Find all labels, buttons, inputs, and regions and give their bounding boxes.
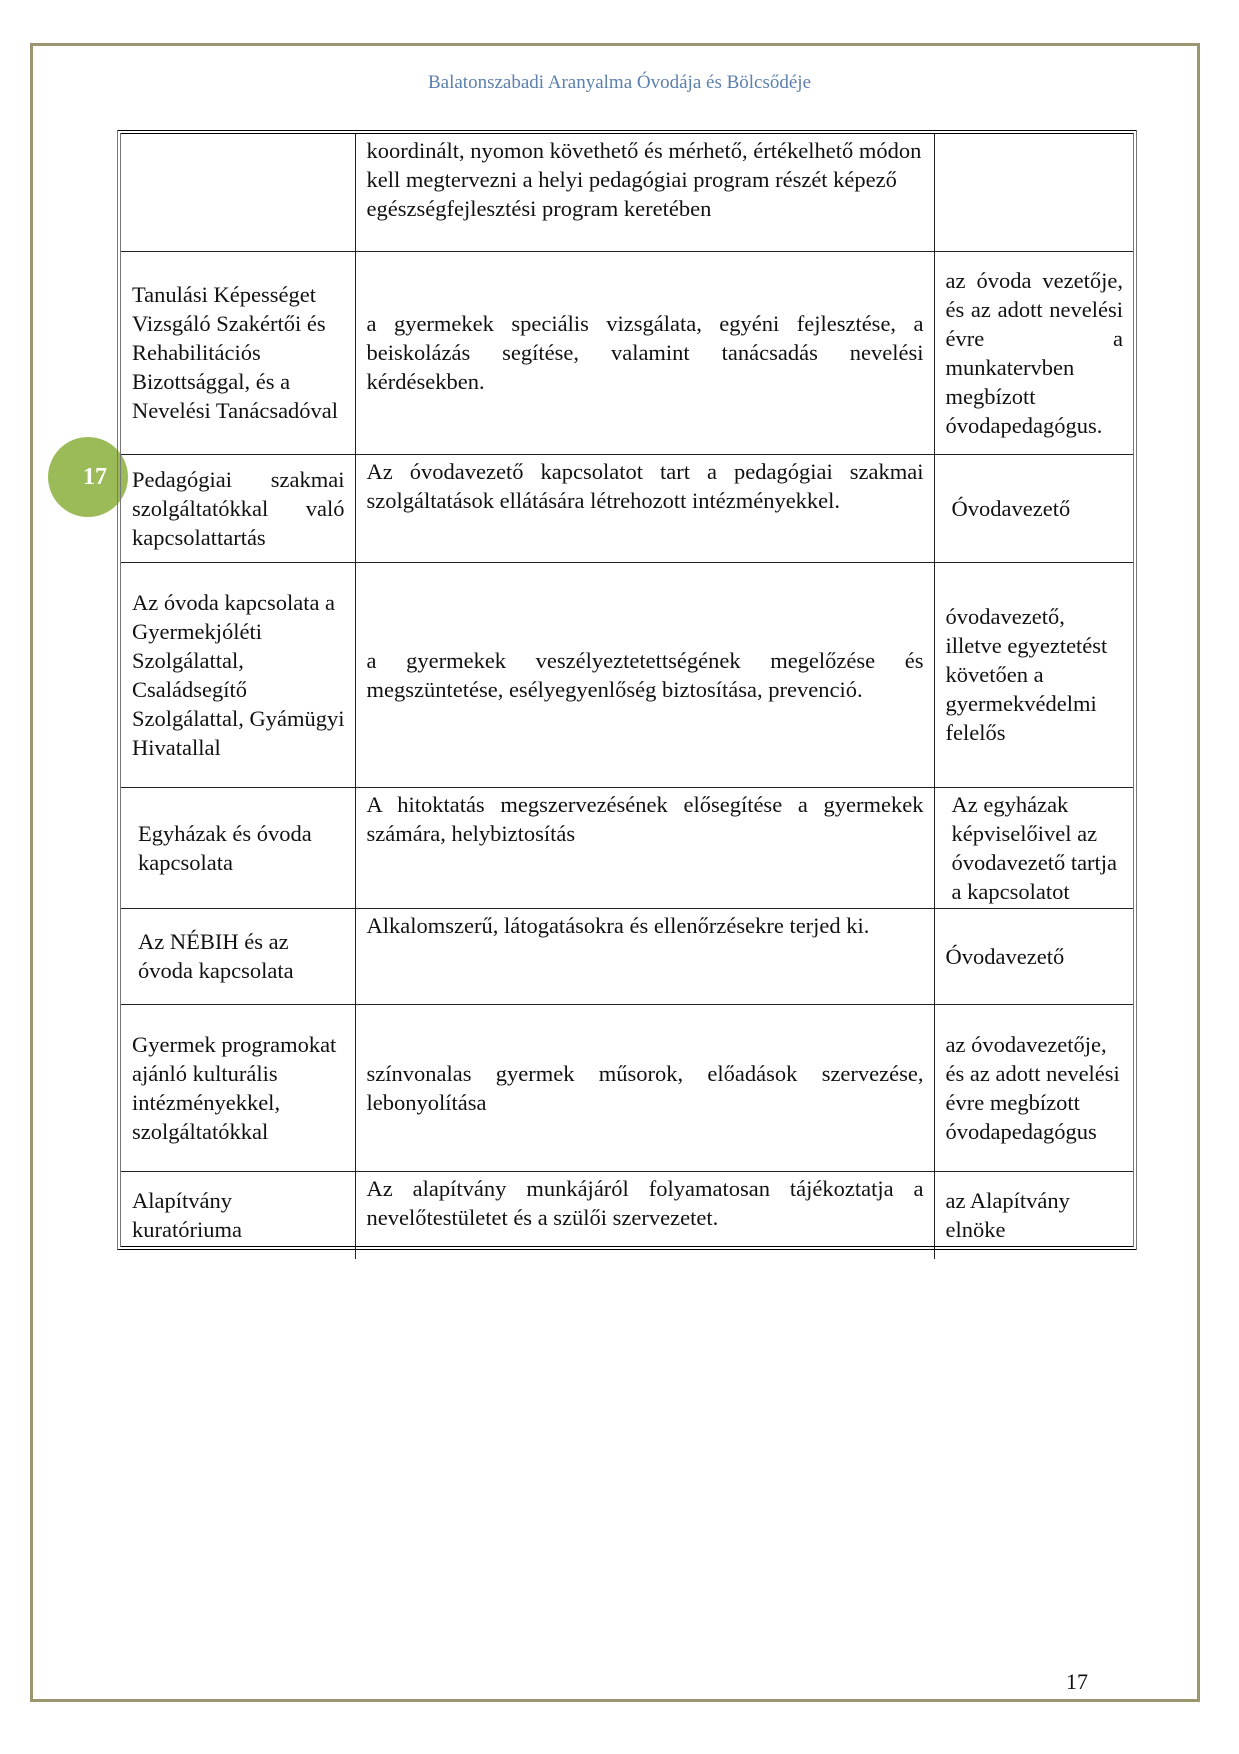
table-row — [121, 134, 1133, 251]
side-page-badge — [48, 437, 128, 517]
content-cell: a gyermekek veszélyeztetettségének megelőzése és megszüntetése, esélyegyenlőség biztosítása, prevenció. — [355, 562, 934, 787]
responsible-cell — [934, 134, 1133, 251]
table-row — [121, 1171, 1133, 1259]
partner-cell: Gyermek programokat ajánló kulturális intézményekkel, szolgáltatókkal — [121, 1004, 355, 1171]
content-cell: a gyermekek speciális vizsgálata, egyéni fejlesztése, a beiskolázás segítése, valamint tanácsadás nevelési kérdésekben. — [355, 251, 934, 454]
responsible-cell: az Alapítvány elnöke — [934, 1171, 1133, 1259]
footer-page-number: 17 — [1066, 1669, 1088, 1694]
table-row — [121, 454, 1133, 562]
partner-cell — [121, 134, 355, 251]
partner-cell: Pedagógiai szakmai szolgáltatókkal való kapcsolattartás — [121, 454, 355, 562]
partner-cell: Tanulási Képességet Vizsgáló Szakértői és Rehabilitációs Bizottsággal, és a Nevelési Tanácsadóval — [121, 251, 355, 454]
content-cell: koordinált, nyomon követhető és mérhető, értékelhető módon kell megtervezni a helyi pedagógiai program részét képező egészségfejlesztési program keretében — [355, 134, 934, 251]
responsible-cell: Óvodavezető — [934, 454, 1133, 562]
table-row — [121, 787, 1133, 908]
table-row — [121, 562, 1133, 787]
partner-cell: Egyházak és óvoda kapcsolata — [121, 787, 355, 908]
content-cell: A hitoktatás megszervezésének elősegítése a gyermekek számára, helybiztosítás — [355, 787, 934, 908]
content-cell: színvonalas gyermek műsorok, előadások szervezése, lebonyolítása — [355, 1004, 934, 1171]
responsible-cell: Az egyházak képviselőivel az óvodavezető tartja a kapcsolatot — [934, 787, 1133, 908]
table-row — [121, 251, 1133, 454]
side-page-badge-number: 17 — [83, 463, 107, 490]
responsible-cell: az óvoda vezetője, és az adott nevelési évre a munkatervben megbízott óvodapedagógus. — [934, 251, 1133, 454]
table-row — [121, 908, 1133, 1004]
content-cell: Az alapítvány munkájáról folyamatosan tájékoztatja a nevelőtestületet és a szülői szervezetet. — [355, 1171, 934, 1259]
responsible-cell: Óvodavezető — [934, 908, 1133, 1004]
partner-cell: Az NÉBIH és az óvoda kapcsolata — [121, 908, 355, 1004]
partner-cell: Alapítvány kuratóriuma — [121, 1171, 355, 1259]
responsible-cell: óvodavezető, illetve egyeztetést követően a gyermekvédelmi felelős — [934, 562, 1133, 787]
partner-relations-table — [117, 130, 1137, 1250]
content-cell: Alkalomszerű, látogatásokra és ellenőrzésekre terjed ki. — [355, 908, 934, 1004]
page-header-title: Balatonszabadi Aranyalma Óvodája és Bölcsődéje — [427, 72, 812, 93]
table-row — [121, 1004, 1133, 1171]
partner-cell: Az óvoda kapcsolata a Gyermekjóléti Szolgálattal, Családsegítő Szolgálattal, Gyámügyi Hivatallal — [121, 562, 355, 787]
content-cell: Az óvodavezető kapcsolatot tart a pedagógiai szakmai szolgáltatások ellátására létrehozott intézményekkel. — [355, 454, 934, 562]
responsible-cell: az óvodavezetője, és az adott nevelési évre megbízott óvodapedagógus — [934, 1004, 1133, 1171]
